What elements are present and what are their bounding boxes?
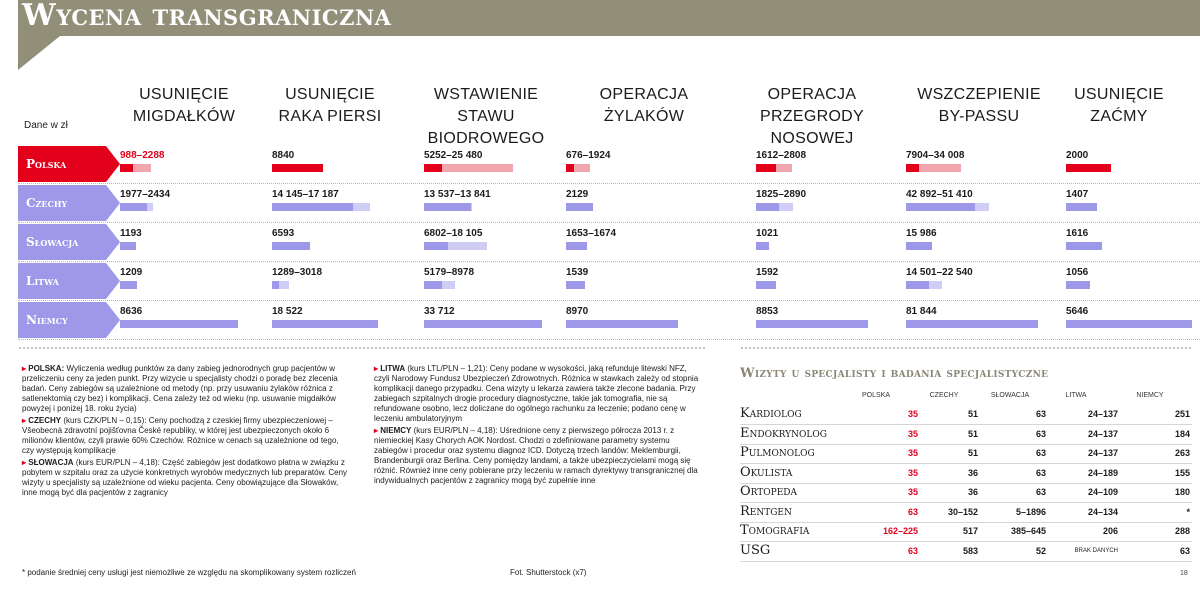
procedure-header-line: USUNIĘCIE — [1074, 86, 1164, 103]
specialists-cell: 251 — [1174, 409, 1190, 419]
price-value: 8970 — [566, 306, 589, 317]
price-min-bar — [756, 320, 868, 328]
note-text: (kurs EUR/PLN – 4,18): Uśrednione ceny z pierwszego półrocza 2013 r. z niemieckiej Kasy Chorych AOK Nordost. Chodzi o zdefiniowane parametry systemu zabiegów i procedur oraz systemu diagnoz ICD. Dotyczą trzech landów: Meklemburgii, Brandenburgii oraz Berlina. Ceny pomiędzy landami, a także ubezpieczycielami mogą się różnić. Również inne ceny pobierane przy leczeniu w ramach dyrektywy transgranicznej dla indywidualnych pacjentów z zagranicy mogą być zupełnie inne — [374, 426, 698, 485]
price-min-bar — [1066, 242, 1102, 250]
specialists-cell: 24–137 — [1087, 428, 1118, 439]
price-min-bar — [272, 320, 378, 328]
specialists-cell: 35 — [907, 487, 918, 497]
price-cell — [906, 185, 1038, 221]
specialists-cell: 24–189 — [1087, 467, 1118, 478]
note-heading: NIEMCY — [380, 426, 412, 435]
price-min-bar — [272, 164, 323, 172]
price-min-bar — [566, 281, 585, 289]
country-label: Słowacja — [18, 224, 106, 260]
specialists-cell: 63 — [1035, 409, 1046, 419]
specialists-cell: 24–137 — [1087, 448, 1118, 458]
procedure-header-line: ŻYLAKÓW — [603, 108, 685, 125]
price-cell — [906, 263, 1038, 299]
price-cell — [756, 146, 868, 182]
country-label: Czechy — [18, 185, 106, 221]
photo-credit: Fot. Shutterstock (x7) — [510, 568, 587, 577]
price-cell — [756, 185, 868, 221]
specialists-row-divider — [740, 463, 1192, 464]
note-heading: SŁOWACJA — [28, 458, 74, 467]
price-cell — [566, 224, 678, 260]
country-label: Litwa — [18, 263, 106, 299]
specialists-cell: 35 — [907, 428, 918, 439]
price-min-bar — [120, 164, 133, 172]
note-paragraph — [22, 416, 352, 456]
price-min-bar — [1066, 203, 1097, 211]
price-min-bar — [120, 281, 137, 289]
price-min-bar — [424, 203, 471, 211]
note-text: (kurs EUR/PLN – 4,18): Część zabiegów jest dodatkowo płatna w związku z pobytem w szpitalu oraz za użycie konkretnych wyrobów medycznych lub preparatów. Ceny wizyty u specjalisty są uzależnione od wieku pacjenta. Ceny obowiązujące dla Słowaków, inne mogą być dla pacjentów z zagranicy — [22, 458, 348, 497]
procedure-header-line: OPERACJA — [599, 86, 689, 103]
title-banner-tail — [18, 36, 60, 70]
row-divider — [18, 261, 1200, 262]
specialists-cell: 63 — [1035, 487, 1046, 497]
specialists-cell: 24–134 — [1087, 506, 1118, 517]
procedure-header — [255, 84, 405, 128]
price-min-bar — [120, 203, 147, 211]
specialists-cell: 35 — [907, 467, 918, 478]
price-cell — [906, 302, 1038, 338]
price-min-bar — [756, 281, 776, 289]
price-cell — [566, 302, 678, 338]
price-min-bar — [566, 203, 593, 211]
country-label: Polska — [18, 146, 106, 182]
price-value: 8636 — [120, 306, 143, 317]
specialists-cell: 155 — [1174, 467, 1190, 478]
price-cell — [272, 146, 378, 182]
price-cell — [906, 146, 1038, 182]
specialists-row-divider — [740, 502, 1192, 503]
price-cell — [424, 302, 542, 338]
note-paragraph — [374, 364, 704, 424]
specialists-cell: 36 — [967, 487, 978, 497]
procedure-header-line: BIODROWEGO — [427, 130, 545, 147]
specialists-row-divider — [740, 561, 1192, 562]
specialists-row-label: Kardiolog — [740, 406, 802, 421]
specialists-cell: 51 — [967, 428, 978, 439]
price-cell — [1066, 146, 1192, 182]
specialists-cell: 583 — [962, 545, 978, 556]
note-marker: ▸ — [374, 364, 381, 373]
procedure-header-line: ZAĆMY — [1090, 108, 1148, 125]
price-min-bar — [424, 164, 442, 172]
price-min-bar — [1066, 320, 1192, 328]
row-divider — [18, 339, 1200, 340]
price-cell — [756, 302, 868, 338]
specialists-cell: 63 — [1035, 428, 1046, 439]
price-cell — [566, 185, 678, 221]
price-min-bar — [424, 281, 442, 289]
specialists-cell: 63 — [1035, 467, 1046, 478]
price-min-bar — [1066, 281, 1090, 289]
procedure-header-line: WSZCZEPIENIE — [917, 86, 1041, 103]
price-value: 81 844 — [906, 306, 937, 317]
price-cell — [424, 185, 542, 221]
price-value: 1653–1674 — [566, 228, 617, 239]
specialists-row-label: USG — [740, 542, 771, 558]
price-value: 1193 — [120, 228, 142, 239]
price-cell — [1066, 185, 1192, 221]
procedure-header-line: USUNIĘCIE — [139, 86, 229, 103]
price-cell — [272, 224, 378, 260]
price-cell — [424, 146, 542, 182]
price-cell — [120, 263, 238, 299]
price-min-bar — [272, 242, 310, 250]
price-min-bar — [424, 320, 542, 328]
price-cell — [756, 224, 868, 260]
price-value: 14 501–22 540 — [906, 267, 973, 278]
price-min-bar — [906, 242, 932, 250]
specialists-cell: 206 — [1102, 526, 1118, 536]
specialists-cell: 63 — [1179, 545, 1190, 556]
price-value: 2000 — [1066, 150, 1089, 161]
price-min-bar — [906, 281, 929, 289]
procedure-header-line: NOSOWEJ — [770, 130, 854, 147]
note-marker: ▸ — [374, 426, 381, 435]
price-min-bar — [756, 164, 776, 172]
price-value: 33 712 — [424, 306, 455, 317]
row-divider — [18, 183, 1200, 184]
note-text: Wyliczenia według punktów za dany zabieg jednorodnych grup pacjentów w przeliczeniu ceny za jeden punkt. Przy wizycie u specjalisty chodzi o poradę bez zlecenia badań. Ceny zabiegów są uzależnione od metody (np. przy usuwaniu żylaków różnica z satlenektomią czy bez) i komplikacji. Cena zależy też od wieku (np. usuwanie migdałków powyżej i poniżej 18. roku życia) — [22, 364, 338, 413]
specialists-cell: BRAK DANYCH — [1074, 547, 1118, 554]
specialists-cell: 24–137 — [1087, 409, 1118, 419]
specialists-column-header: NIEMCY — [1136, 392, 1164, 399]
procedure-header — [109, 84, 259, 128]
note-paragraph — [22, 364, 352, 414]
procedure-header — [1044, 84, 1194, 128]
specialists-cell: 24–109 — [1087, 487, 1118, 497]
price-cell — [120, 224, 238, 260]
specialists-cell: * — [1186, 506, 1190, 517]
note-marker: ▸ — [22, 364, 29, 373]
specialists-column-header: LITWA — [1065, 392, 1087, 399]
price-min-bar — [756, 242, 769, 250]
specialists-column-header: POLSKA — [861, 392, 890, 399]
note-text: (kurs CZK/PLN – 0,15): Ceny pochodzą z czeskiej firmy ubezpieczeniowej – Všeobecná zdravotní pojišťovna České republiky, w której jest ubezpieczonych około 6 milionów klientów, czyli prawie 60% Czechów. Różnice w cenach są uzależnione od tego, czy występują komplikacje — [22, 416, 339, 455]
specialists-cell: 51 — [967, 409, 978, 419]
specialists-column-header: SŁOWACJA — [990, 392, 1030, 399]
price-cell — [120, 146, 238, 182]
specialists-cell: 63 — [907, 545, 918, 556]
price-value: 6593 — [272, 228, 295, 239]
specialists-cell: 517 — [962, 526, 978, 536]
price-value: 8853 — [756, 306, 779, 317]
note-heading: CZECHY — [28, 416, 62, 425]
procedure-header-line: RAKA PIERSI — [278, 108, 382, 125]
price-value: 1592 — [756, 267, 779, 278]
price-min-bar — [272, 281, 279, 289]
price-value: 1209 — [120, 267, 143, 278]
specialists-cell: 5–1896 — [1015, 506, 1046, 517]
price-cell — [1066, 302, 1192, 338]
specialists-row-divider — [740, 483, 1192, 484]
procedure-header-line: WSTAWIENIE STAWU — [433, 86, 539, 125]
price-value: 676–1924 — [566, 150, 611, 161]
price-value: 13 537–13 841 — [424, 189, 491, 200]
page-number: 18 — [1180, 570, 1188, 577]
price-min-bar — [906, 164, 919, 172]
price-cell — [756, 263, 868, 299]
specialists-cell: 180 — [1174, 487, 1190, 497]
price-value: 1616 — [1066, 228, 1089, 239]
price-value: 42 892–51 410 — [906, 189, 973, 200]
specialists-row-label: Rentgen — [740, 503, 792, 519]
procedure-header — [737, 84, 887, 150]
price-cell — [272, 302, 378, 338]
specialists-row-label: Pulmonolog — [740, 445, 815, 460]
dotted-separator — [740, 346, 1192, 350]
price-min-bar — [566, 320, 678, 328]
procedure-header-line: USUNIĘCIE — [285, 86, 375, 103]
specialists-cell: 36 — [967, 467, 978, 478]
price-cell — [424, 263, 542, 299]
price-min-bar — [756, 203, 779, 211]
specialists-cell: 35 — [907, 409, 918, 419]
specialists-cell: 263 — [1174, 448, 1190, 458]
price-cell — [566, 263, 678, 299]
procedure-header — [569, 84, 719, 128]
procedure-header-line: OPERACJA PRZEGRODY — [759, 86, 865, 125]
price-cell — [424, 224, 542, 260]
price-cell — [1066, 263, 1192, 299]
note-marker: ▸ — [22, 416, 29, 425]
specialists-title: Wizyty u specjalisty i badania specjalistyczne — [740, 366, 1049, 381]
price-value: 1407 — [1066, 189, 1089, 200]
price-min-bar — [906, 320, 1038, 328]
specialists-row-label: Ortopeda — [740, 484, 797, 499]
price-min-bar — [120, 242, 136, 250]
specialists-row-label: Okulista — [740, 464, 793, 480]
price-cell — [272, 185, 378, 221]
footnote: * podanie średniej ceny usługi jest niemożliwe ze względu na skomplikowany system rozliczeń — [22, 568, 356, 577]
procedure-header-line: BY-PASSU — [938, 108, 1020, 125]
specialists-row-label: Tomografia — [740, 523, 810, 538]
price-value: 14 145–17 187 — [272, 189, 339, 200]
specialists-cell: 162–225 — [882, 526, 918, 536]
price-min-bar — [566, 164, 574, 172]
country-label: Niemcy — [18, 302, 106, 338]
price-min-bar — [272, 203, 353, 211]
specialists-row-label: Endokrynolog — [740, 425, 827, 441]
price-value: 2129 — [566, 189, 589, 200]
price-value: 6802–18 105 — [424, 228, 483, 239]
specialists-cell: 184 — [1174, 428, 1190, 439]
price-min-bar — [424, 242, 448, 250]
price-value: 1977–2434 — [120, 189, 171, 200]
price-cell — [272, 263, 378, 299]
price-value: 1021 — [756, 228, 779, 239]
row-divider — [18, 300, 1200, 301]
specialists-row-divider — [740, 541, 1192, 542]
note-marker: ▸ — [22, 458, 29, 467]
specialists-cell: 385–645 — [1010, 526, 1046, 536]
procedure-header-line: MIGDAŁKÓW — [132, 108, 236, 125]
price-value: 1289–3018 — [272, 267, 323, 278]
price-min-bar — [566, 242, 587, 250]
price-value: 1825–2890 — [756, 189, 807, 200]
note-paragraph — [22, 458, 352, 498]
price-value: 5179–8978 — [424, 267, 475, 278]
specialists-cell: 30–152 — [947, 506, 978, 517]
procedure-header — [904, 84, 1054, 128]
specialists-cell: 35 — [907, 448, 918, 458]
price-cell — [566, 146, 678, 182]
note-heading: LITWA — [380, 364, 406, 373]
specialists-cell: 51 — [967, 448, 978, 458]
specialists-cell: 63 — [1035, 448, 1046, 458]
price-cell — [906, 224, 1038, 260]
note-paragraph — [374, 426, 704, 486]
price-value: 7904–34 008 — [906, 150, 965, 161]
specialists-cell: 288 — [1174, 526, 1190, 536]
row-divider — [18, 222, 1200, 223]
specialists-cell: 52 — [1035, 545, 1046, 556]
price-value: 5646 — [1066, 306, 1089, 317]
price-min-bar — [1066, 164, 1111, 172]
price-cell — [120, 185, 238, 221]
price-value: 15 986 — [906, 228, 937, 239]
note-text: (kurs LTL/PLN – 1,21): Ceny podane w wysokości, jaką refunduje litewski NFZ, czyli Narodowy Fundusz Ubezpieczeń Zdrowotnych. Różnica w stawkach zależy od stopnia komplikacji danego przypadku. Cena wizyty u lekarza zawiera także zlecone badania. Przy zabiegach szpitalnych drogie procedury diagnostyczne, takie jak tomografia, nie są refundowane osobno, lecz doliczane do ogólnego rachunku za leczenie; podano cenę w leczeniu ambulatoryjnym — [374, 364, 699, 423]
dotted-separator — [18, 346, 706, 350]
price-value: 1612–2808 — [756, 150, 807, 161]
price-min-bar — [120, 320, 238, 328]
price-value: 5252–25 480 — [424, 150, 483, 161]
specialists-column-header: CZECHY — [929, 392, 959, 399]
price-value: 18 522 — [272, 306, 303, 317]
price-cell — [120, 302, 238, 338]
note-heading: POLSKA: — [28, 364, 65, 373]
price-cell — [1066, 224, 1192, 260]
price-value: 8840 — [272, 150, 295, 161]
units-label: Dane w zł — [24, 120, 68, 131]
procedure-header — [411, 84, 561, 150]
price-value: 1539 — [566, 267, 589, 278]
specialists-cell: 63 — [907, 506, 918, 517]
page-title: Wycena transgraniczna — [22, 0, 392, 33]
price-value: 1056 — [1066, 267, 1089, 278]
price-min-bar — [906, 203, 975, 211]
price-value: 988–2288 — [120, 150, 165, 161]
